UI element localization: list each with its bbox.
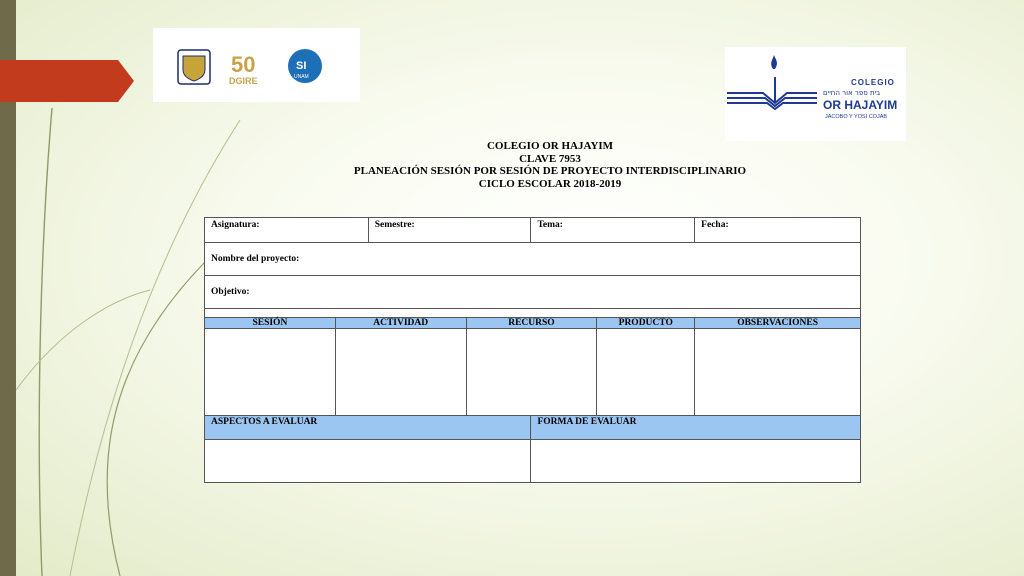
school-name: COLEGIO OR HAJAYIM <box>486 140 614 152</box>
flame-icon <box>771 55 777 69</box>
aspectos-header: ASPECTOS A EVALUAR <box>205 416 531 440</box>
observaciones-input-cell[interactable] <box>695 329 861 416</box>
semestre-cell[interactable]: Semestre: <box>368 218 531 243</box>
tema-cell[interactable]: Tema: <box>531 218 695 243</box>
document-title: PLANEACIÓN SESIÓN POR SESIÓN DE PROYECTO INTERDISCIPLINARIO <box>353 165 747 177</box>
column-header-actividad: ACTIVIDAD <box>335 318 466 329</box>
document-header <box>230 140 870 190</box>
planning-form-table <box>204 217 861 483</box>
project-name-cell[interactable]: Nombre del proyecto: <box>205 243 861 276</box>
recurso-input-cell[interactable] <box>466 329 597 416</box>
spacer-row <box>205 309 861 318</box>
fecha-cell[interactable]: Fecha: <box>695 218 861 243</box>
producto-input-cell[interactable] <box>597 329 695 416</box>
logo-tagline: JACOBO Y YOSI COJAB <box>825 114 888 120</box>
si-unam-logo-icon <box>288 49 322 83</box>
svg-text:50: 50 <box>231 52 256 77</box>
unam-seal-icon <box>178 50 210 84</box>
column-header-producto: PRODUCTO <box>597 318 695 329</box>
column-header-sesion: SESIÓN <box>205 318 336 329</box>
book-icon <box>727 77 817 109</box>
forma-input-cell[interactable] <box>531 440 861 483</box>
actividad-input-cell[interactable] <box>335 329 466 416</box>
school-code: CLAVE 7953 <box>519 152 581 165</box>
asignatura-cell[interactable]: Asignatura: <box>205 218 369 243</box>
logo-word-colegio: COLEGIO <box>851 78 895 87</box>
school-year: CICLO ESCOLAR 2018-2019 <box>478 177 622 190</box>
logo-word-or-hajayim: OR HAJAYIM <box>823 98 898 112</box>
column-header-observaciones: OBSERVACIONES <box>695 318 861 329</box>
forma-header: FORMA DE EVALUAR <box>531 416 861 440</box>
svg-text:SI: SI <box>296 60 307 72</box>
partner-logos-panel <box>153 28 360 102</box>
sesion-input-cell[interactable] <box>205 329 336 416</box>
svg-text:UNAM: UNAM <box>294 74 309 80</box>
column-header-recurso: RECURSO <box>466 318 597 329</box>
aspectos-input-cell[interactable] <box>205 440 531 483</box>
logo-hebrew-text: בית ספר אור החיים <box>823 89 881 97</box>
svg-text:DGIRE: DGIRE <box>229 76 258 86</box>
objective-cell[interactable]: Objetivo: <box>205 276 861 309</box>
50-dgire-logo-icon <box>229 52 258 86</box>
colegio-or-hajayim-logo <box>725 47 906 141</box>
